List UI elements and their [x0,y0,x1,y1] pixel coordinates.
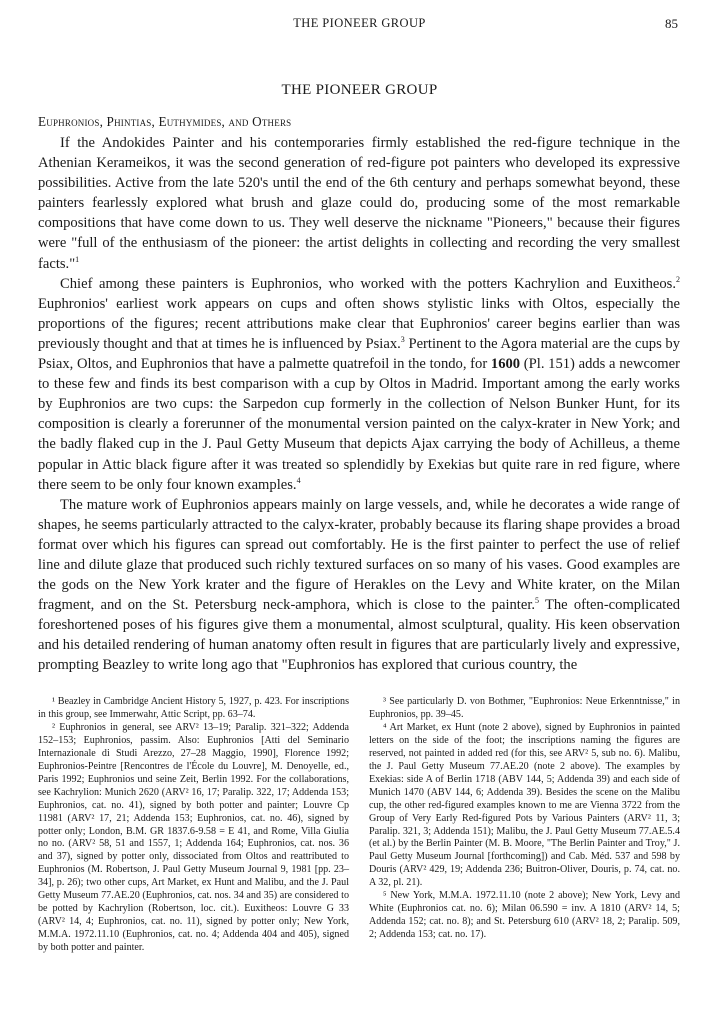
paragraph-2-text-a: Chief among these painters is Euphronios, who worked with the potters Kachrylion and Euxitheos. [60,275,676,292]
paragraph-2 [38,274,680,495]
running-head [0,16,719,34]
paragraph-2-text-c: Pertinent to the Agora material are the cups by Psiax, Oltos, and Euphronios that have a palmette quatrefoil in the tondo, for [38,335,680,373]
catalog-number: 1600 [490,356,521,373]
footnote-ref-5[interactable]: 5 [535,596,540,606]
paragraph-3-text-a: The mature work of Euphronios appears mainly on large vessels, and, while he decorates a wide range of shapes, he seems particularly attracted to the calyx-krater, probably because its flaring shape provides a broad format over which his figures can spread out comfortably. He is the first painter to perfect the use of relief line and dilute glaze that produced such richly textured surfaces on so many of his vases. Good examples are the gods on the New York krater and the figure of Herakles on the Levy and White krater, on the Milan fragment, and on the St. Petersburg neck-amphora, which is close to the painter. [38,496,680,614]
footnote-3: ³ See particularly D. von Bothmer, "Euphronios: Neue Erkenntnisse," in Euphronios, pp. 39–45. [369,696,680,720]
paragraph-3 [38,495,680,676]
page-number: 85 [665,16,678,31]
footnotes [38,696,680,955]
footnote-1: ¹ Beazley in Cambridge Ancient History 5, 1927, p. 423. For inscriptions in this group, see Immerwahr, Attic Script, pp. 63–74. [38,696,349,720]
footnote-2: ² Euphronios in general, see ARV² 13–19; Paralip. 321–322; Addenda 152–153; Euphronios, passim. Also: Euphronios [Atti del Seminario Internazionale di Studi Arezzo, 27–28 Maggio, 1990], Florence 1992; Euphronios-Peintre [Rencontres de l'École du Louvre], M. Denoyelle, ed., Paris 1992; Euphronios und seine Zeit, Berlin 1992. For the collaborations, see Kachrylion: Munich 2620 (ARV² 16, 17; Paralip. 322, 17; Addenda 153; Euphronios, cat. no. 41), signed by both potter and painter; Louvre Cp 11981 (ARV² 17, 21; Addenda 153; Euphronios, cat. no. 46), signed by potter only; London, B.M. GR 1837.6-9.58 = E 41, and Rome, Villa Giulia no no. (ARV² 58, 51 and 1557, 1; Addenda 164; Euphronios, cat. nos. 36 and 37), signed by potter only, dissociated from Oltos and reattributed to Euphronios (M. Robertson, J. Paul Getty Museum Journal 9, 1981 [pp. 23–34], p. 26); two other cups, Art Market, ex Hunt and Malibu, and the J. Paul Getty Museum 77.AE.20 (Euphronios, cat. nos. 34 and 35) are considered to be potted by Kachrylion (Robertson, loc. cit.). Euxitheos: Louvre G 33 (ARV² 14, 4; Euphronios, cat. no. 11), signed by potter only; New York, M.M.A. 1972.11.10 (Euphronios, cat. no. 4; Addenda 404 and 405), signed by both potter and painter. [38,721,349,954]
main-text [38,133,680,676]
paragraph-2-text-b: Euphronios' earliest work appears on cups and often shows stylistic links with Oltos, especially the proportions of the figures; recent attributions make clear that Euphronios' career begins earlier than was previously thought and that at times he is influenced by Psiax. [38,295,680,352]
subheading: Euphronios, Phintias, Euthymides, and Others [38,114,292,129]
paragraph-3-text-b: The often-complicated foreshortened poses of his figures give them a monumental, almost sculptural, quality. His keen observation and his detailed rendering of human anatomy often result in figures that are particularly lively and expressive, prompting Beazley to write long ago that "Euphronios has explored that curious country, the [38,597,681,674]
paragraph-1 [38,133,680,274]
paragraph-1-text: If the Andokides Painter and his contemporaries firmly established the red-figure technique in the Athenian Kerameikos, it was the second generation of red-figure pot painters who developed its expressive possibilities. Active from the late 520's until the end of the 6th century and perhaps somewhat beyond, these painters fearlessly explored what brush and glaze could do, producing some of the most remarkable compositions that have come down to us. They well deserve the nickname "Pioneers," because their figures were "full of the enthusiasm of the pioneer: the artist delights in collecting and recording the very smallest facts." [38,135,680,272]
paragraph-2-text-d: (Pl. 151) adds a newcomer to these few and finds its best comparison with a cup by Oltos in Madrid. Important among the early works by Euphronios are two cups: the Sarpedon cup formerly in the collection of Nelson Bunker Hunt, for its composition is clearly a forerunner of the monumental version painted on the calyx-krater in New York; and the badly flaked cup in the J. Paul Getty Museum that depicts Ajax carrying the body of Achilleus, a theme popular in Attic black figure after it was treated so splendidly by Exekias but quite rare in red figure, where there seem to be only four known examples. [38,356,680,493]
running-title: THE PIONEER GROUP [293,16,426,30]
footnote-ref-4[interactable]: 4 [296,475,301,485]
footnote-ref-3[interactable]: 3 [400,335,405,345]
footnote-ref-1[interactable]: 1 [75,254,80,264]
footnote-ref-2[interactable]: 2 [676,274,680,284]
section-title: THE PIONEER GROUP [281,82,438,98]
footnote-4: ⁴ Art Market, ex Hunt (note 2 above), signed by Euphronios in painted letters on the side of the foot; the inscriptions naming the figures are reserved, not painted in added red (for this, see ARV² 5, sub no. 6). Malibu, the J. Paul Getty Museum 77.AE.20 (note 2 above). The examples by Exekias: side A of Berlin 1718 (ABV 144, 5; Addenda 39) and each side of Munich 1470 (ABV 144, 6; Addenda 39). Besides the scene on the Malibu cup, the other red-figured examples known to me are Vienna 3722 from the Group of Very Early Red-figured Pots by Various Painters (ARV² 11, 3; Paralip. 321, 3; Addenda 151); Malibu, the J. Paul Getty Museum 77.AE.5.4 (et al.) by the Berlin Painter (M. B. Moore, "The Berlin Painter and Troy," J. Paul Getty Museum Journal [forthcoming]) and Cab. Méd. 537 and 598 by Douris (ARV² 429, 19; Addenda 236; Buitron-Oliver, Douris, p. 74, cat. no. A 32, pl. 21). [369,721,680,889]
footnote-5: ⁵ New York, M.M.A. 1972.11.10 (note 2 above); New York, Levy and White (Euphronios cat. no. 6); Milan 06.590 = inv. A 1810 (ARV² 14, 5; Addenda 152; cat. no. 8); and St. Petersburg 610 (ARV² 18, 2; Paralip. 509, 2; Addenda 153; cat. no. 17). [369,890,680,941]
